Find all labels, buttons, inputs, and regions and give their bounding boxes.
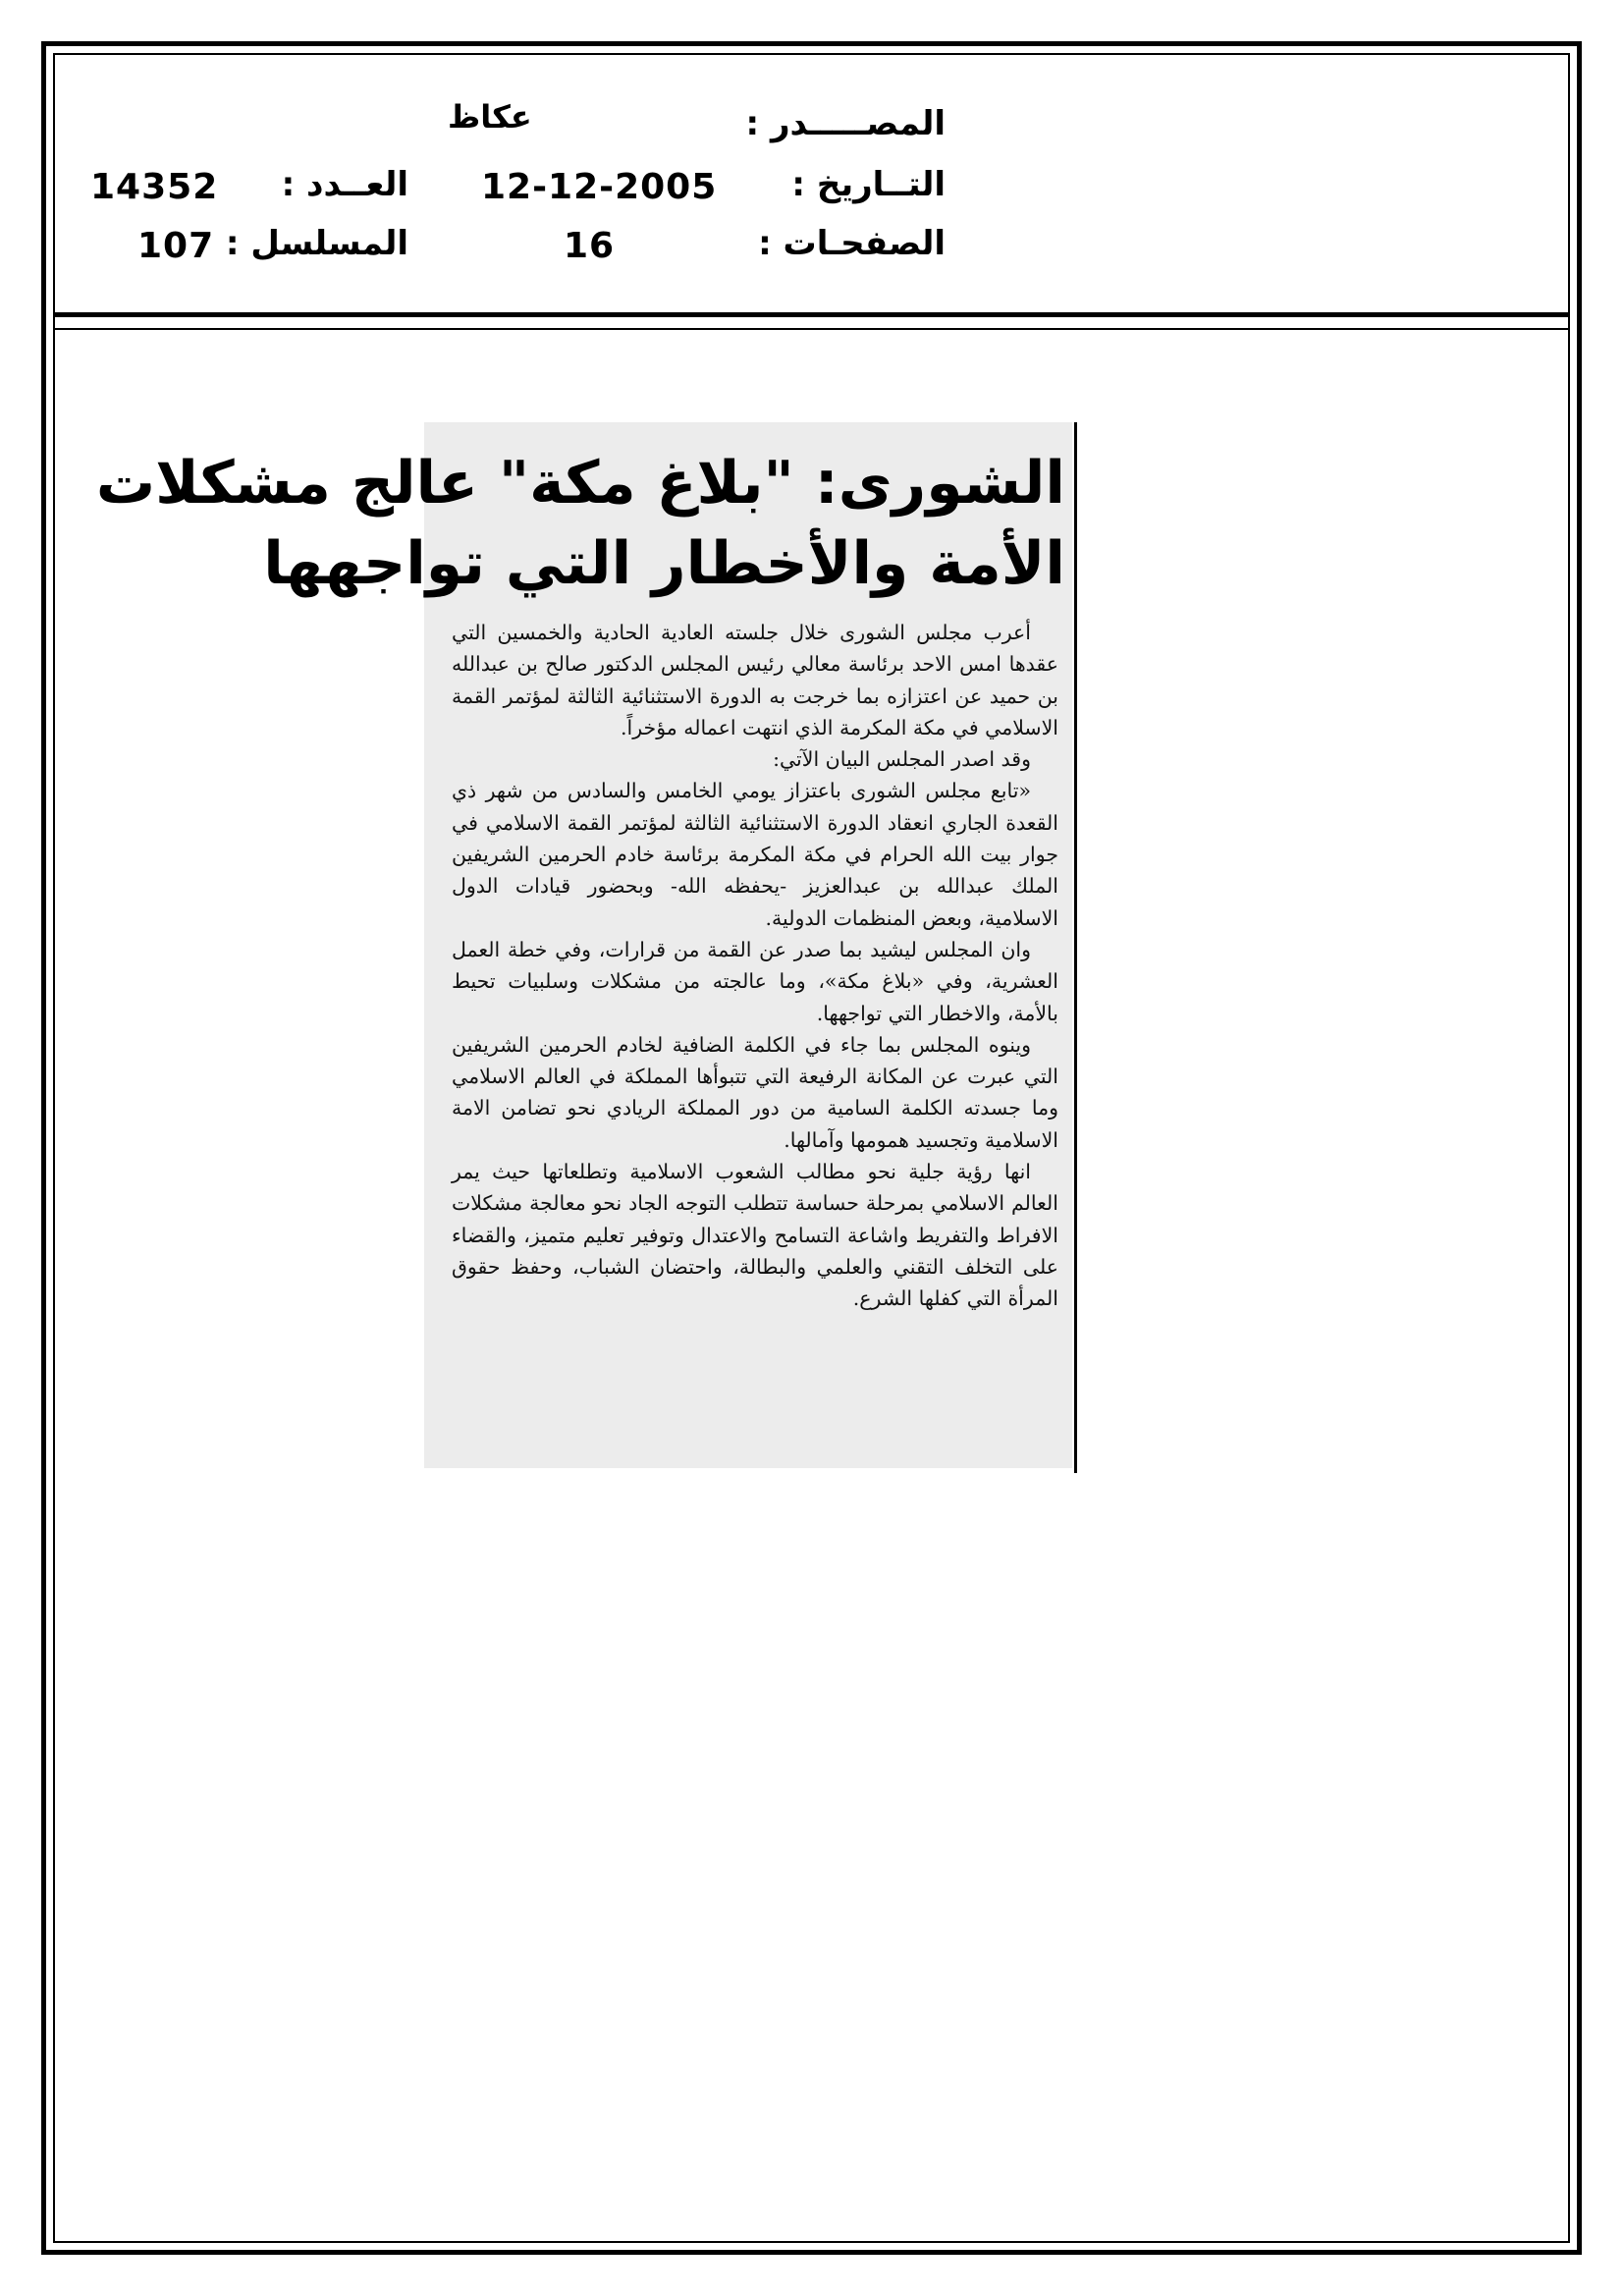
article-headline-line1: الشورى: "بلاغ مكة" عالج مشكلات (95, 449, 1065, 518)
article-paragraph: أعرب مجلس الشورى خلال جلسته العادية الحادية والخمسين التي عقدها امس الاحد برئاسة معالي رئيس المجلس الدكتور صالح بن عبدالله بن حميد عن اعتزازه بما خرجت به الدورة الاستثنائية الثالثة لمؤتمر القمة الاسلامي في مكة المكرمة الذي انتهت اعماله مؤخراً. (452, 621, 1058, 739)
issue-value: 14352 (90, 167, 219, 207)
pages-label: الصفحـات : (758, 224, 946, 263)
article-paragraph: وقد اصدر المجلس البيان الآتي: (773, 747, 1031, 772)
article-paragraph: «تابع مجلس الشورى باعتزاز يومي الخامس والسادس من شهر ذي القعدة الجاري انعقاد الدورة الاستثنائية الثالثة لمؤتمر القمة الاسلامي في جوار بيت الله الحرام في مكة المكرمة برئاسة خادم الحرمين الشريفين الملك عبدالله بن عبدالعزيز -يحفظه الله- وبحضور قيادات الدول الاسلامية، وبعض المنظمات الدولية. (452, 779, 1058, 930)
date-label: التــاريخ : (791, 165, 946, 204)
serial-label: المسلسل : (225, 224, 408, 263)
article-body (452, 617, 1058, 1315)
source-label: المصـــــدر : (745, 104, 946, 143)
pages-value: 16 (564, 226, 616, 266)
article-headline-line2: الأمة والأخطار التي تواجهها (263, 529, 1065, 598)
clipping-column-rule (1074, 422, 1077, 1473)
date-value: 12-12-2005 (481, 167, 718, 207)
header-divider-thin (53, 328, 1570, 330)
serial-value: 107 (137, 226, 215, 266)
article-paragraph: وان المجلس ليشيد بما صدر عن القمة من قرارات، وفي خطة العمل العشرية، وفي «بلاغ مكة»، وما عالجته من مشكلات وسلبيات تحيط بالأمة، والاخطار التي تواجهها. (452, 937, 1058, 1025)
article-paragraph: انها رؤية جلية نحو مطالب الشعوب الاسلامية وتطلعاتها حيث يمر العالم الاسلامي بمرحلة حساسة تتطلب التوجه الجاد نحو معالجة مشكلات الافراط والتفريط واشاعة التسامح والاعتدال وتوفير تعليم متميز، والقضاء على التخلف التقني والعلمي والبطالة، واحتضان الشباب، وحفظ حقوق المرأة التي كفلها الشرع. (452, 1160, 1058, 1311)
source-value: عكاظ (448, 98, 532, 136)
article-paragraph: وينوه المجلس بما جاء في الكلمة الضافية لخادم الحرمين الشريفين التي عبرت عن المكانة الرفيعة التي تتبوأها المملكة في العالم الاسلامي وما جسدته الكلمة السامية من دور المملكة الريادي نحو تضامن الامة الاسلامية وتجسيد همومها وآمالها. (452, 1032, 1058, 1152)
header-divider-thick (53, 312, 1570, 317)
issue-label: العــدد : (281, 165, 408, 204)
